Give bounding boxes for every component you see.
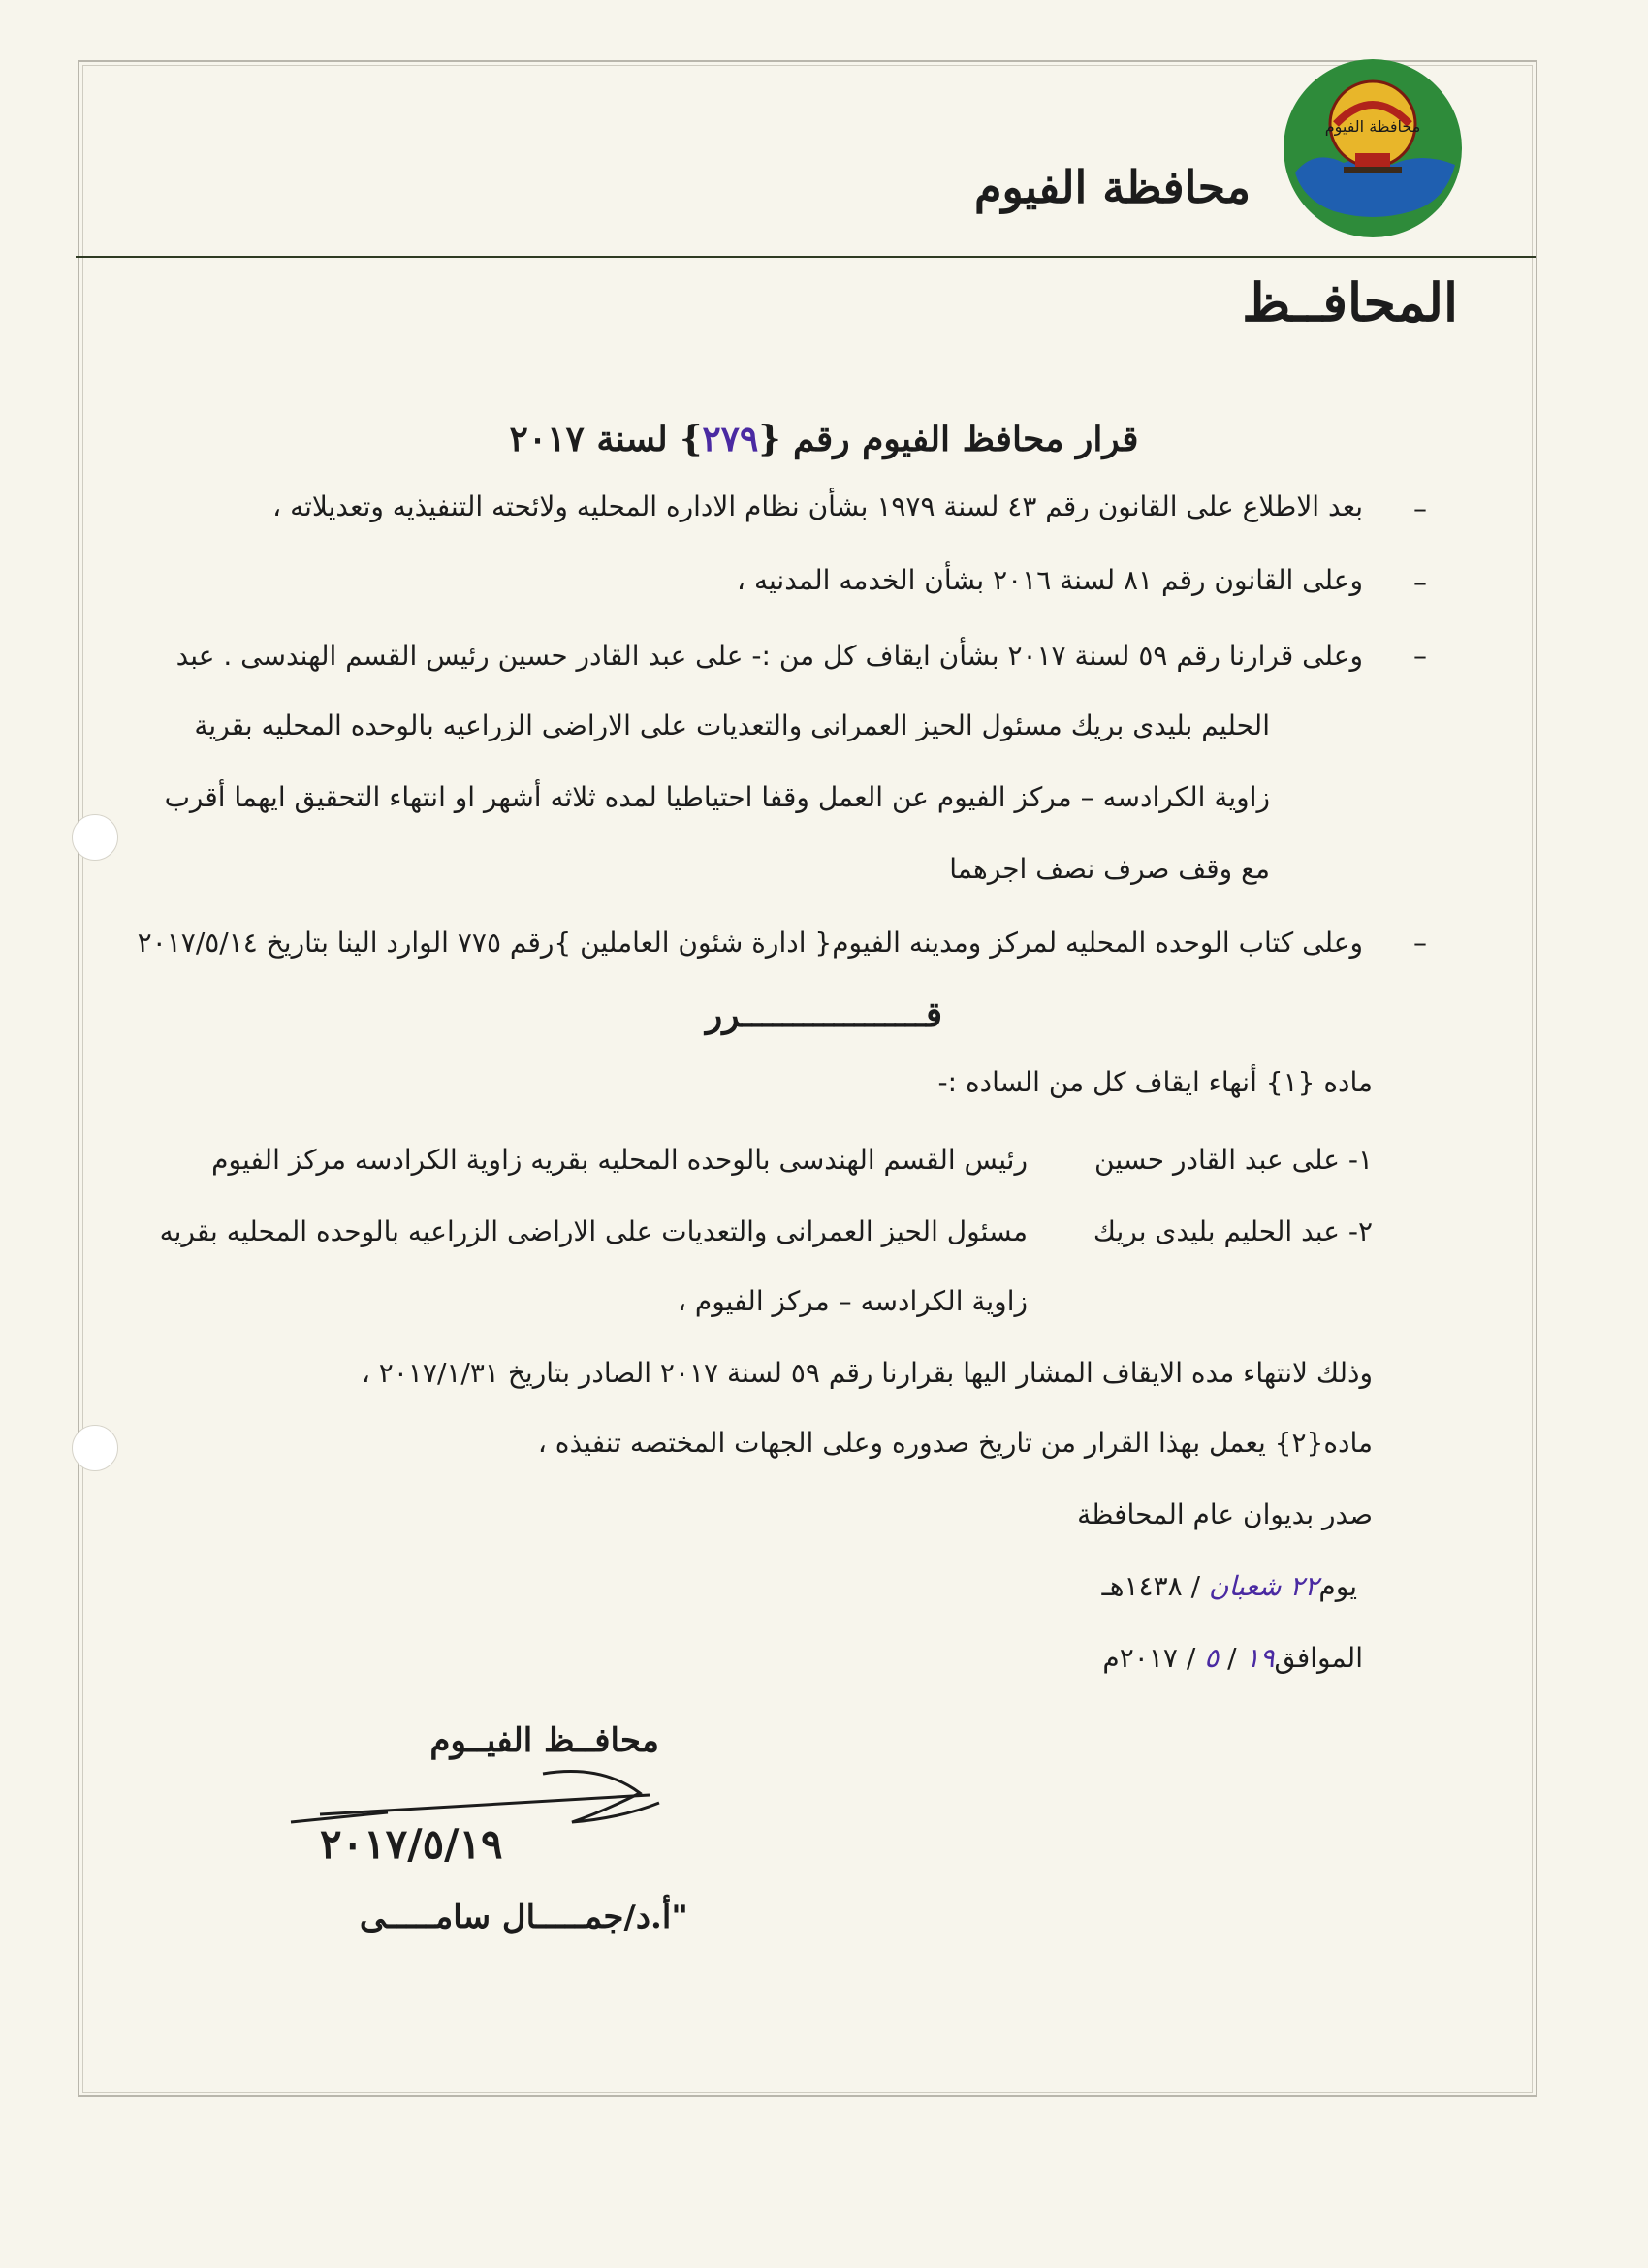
bullet-dash: – — [1413, 927, 1427, 959]
suspension-reason: وذلك لانتهاء مده الايقاف المشار اليها بقرارنا رقم ٥٩ لسنة ٢٠١٧ الصادر بتاريخ ٢٠١٧/١/٣١ ، — [361, 1357, 1373, 1389]
hijri-year: ١٤٣٨هـ — [1101, 1570, 1183, 1602]
signature-title: محافــظ الفيــوم — [429, 1721, 659, 1760]
logo-text: محافظة الفيوم — [1324, 117, 1421, 136]
gregorian-date: الموافق١٩ / ٥ / ٢٠١٧م — [1102, 1642, 1363, 1674]
article-1: ماده {١} أنهاء ايقاف كل من الساده :- — [937, 1066, 1373, 1098]
person-1-name: ١- على عبد القادر حسين — [1094, 1144, 1373, 1176]
signature-date: ٢٠١٧/٥/١٩ — [320, 1820, 503, 1868]
hijri-date: يوم٢٢ شعبان / ١٤٣٨هـ — [1101, 1570, 1357, 1602]
person-2-role-cont: زاوية الكرادسه – مركز الفيوم ، — [677, 1285, 1028, 1317]
decree-number: ٢٧٩ — [702, 419, 759, 459]
punch-hole — [72, 814, 118, 861]
preamble-1: بعد الاطلاع على القانون رقم ٤٣ لسنة ١٩٧٩ بشأن نظام الاداره المحليه ولائحته التنفيذيه وتعديلاته ، — [272, 490, 1363, 522]
greg-label: الموافق — [1274, 1642, 1363, 1674]
preamble-3-line-4: مع وقف صرف نصف اجرهما — [949, 853, 1270, 885]
article-2: ماده{٢} يعمل بهذا القرار من تاريخ صدوره وعلى الجهات المختصه تنفيذه ، — [537, 1427, 1373, 1459]
decree-title — [0, 419, 1648, 459]
hijri-month: شعبان — [1208, 1570, 1282, 1602]
office-title: المحافــظ — [1242, 271, 1458, 333]
bullet-dash: – — [1413, 566, 1427, 598]
hijri-label: يوم — [1318, 1570, 1357, 1602]
person-2-role: مسئول الحيز العمرانى والتعديات على الاراضى الزراعيه بالوحده المحليه بقريه — [159, 1215, 1028, 1247]
person-2-name: ٢- عبد الحليم بليدى بريك — [1093, 1215, 1373, 1247]
hijri-day: ٢٢ — [1289, 1570, 1319, 1602]
greg-month: ٥ — [1204, 1642, 1220, 1674]
title-suffix: } لسنة ٢٠١٧ — [509, 419, 703, 459]
person-1-role: رئيس القسم الهندسى بالوحده المحليه بقريه زاوية الكرادسه مركز الفيوم — [211, 1144, 1028, 1176]
issued-at: صدر بديوان عام المحافظة — [1077, 1498, 1373, 1530]
preamble-4: وعلى كتاب الوحده المحليه لمركز ومدينه الفيوم{ ادارة شئون العاملين }رقم ٧٧٥ الوارد الينا بتاريخ ٢٠١٧/٥/١٤ — [137, 927, 1363, 959]
governorate-logo — [1276, 56, 1470, 240]
signatory-name: "أ.د/جمـــــال سامـــــى — [359, 1898, 688, 1937]
title-prefix: قرار محافظ الفيوم رقم { — [758, 419, 1139, 459]
bullet-dash: – — [1413, 640, 1427, 672]
preamble-3-line-2: الحليم بليدى بريك مسئول الحيز العمرانى والتعديات على الاراضى الزراعيه بالوحده المحليه بقرية — [194, 709, 1270, 741]
greg-year: ٢٠١٧م — [1102, 1642, 1178, 1674]
greg-day: ١٩ — [1245, 1642, 1275, 1674]
agency-name: محافظة الفيوم — [974, 161, 1251, 213]
decree-heading: قــــــــــــــــــرر — [705, 994, 943, 1035]
punch-hole — [72, 1425, 118, 1471]
header-divider — [76, 256, 1536, 258]
signature-block — [252, 1716, 698, 1968]
preamble-3-line-1: وعلى قرارنا رقم ٥٩ لسنة ٢٠١٧ بشأن ايقاف كل من :- على عبد القادر حسين رئيس القسم الهندسى . عبد — [175, 640, 1363, 672]
preamble-2: وعلى القانون رقم ٨١ لسنة ٢٠١٦ بشأن الخدمه المدنيه ، — [737, 564, 1363, 596]
preamble-3-line-3: زاوية الكرادسه – مركز الفيوم عن العمل وقفا احتياطيا لمده ثلاثه أشهر او انتهاء التحقيق ايهما أقرب — [164, 781, 1270, 813]
bullet-dash: – — [1413, 492, 1427, 524]
